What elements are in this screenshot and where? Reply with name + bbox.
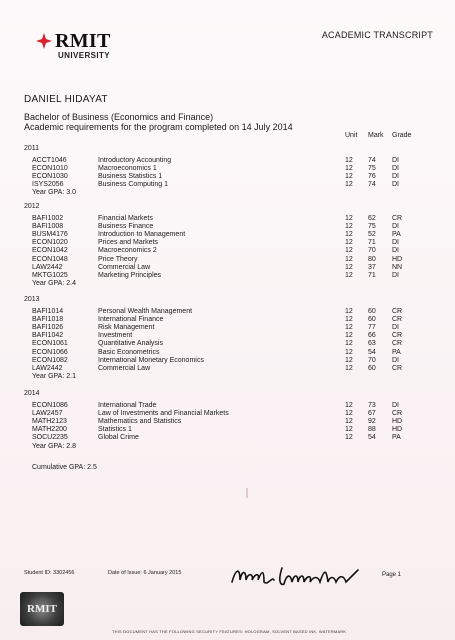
course-grade: PA xyxy=(392,231,401,239)
course-title: Personal Wealth Management xyxy=(98,308,193,315)
course-unit: 12 xyxy=(345,418,353,426)
course-grade: DI xyxy=(392,247,399,255)
course-unit: 12 xyxy=(345,255,353,263)
course-title: Quantitative Analysis xyxy=(98,340,163,348)
star-icon xyxy=(36,33,52,49)
course-grade: DI xyxy=(392,157,399,164)
logo-text: RMIT xyxy=(55,30,111,52)
course-code: BAFI1008 xyxy=(32,223,64,231)
hologram-seal xyxy=(20,592,64,626)
course-unit: 12 xyxy=(345,263,353,271)
course-mark: 60 xyxy=(368,308,376,315)
course-title: Macroeconomics 1 xyxy=(98,165,157,173)
course-grade: HD xyxy=(392,418,403,426)
course-title: Prices and Markets xyxy=(98,239,158,247)
course-unit: 12 xyxy=(345,181,353,189)
course-title: Mathematics and Statistics xyxy=(98,418,182,426)
program-name: Bachelor of Business (Economics and Finance) xyxy=(24,112,214,122)
course-grade: DI xyxy=(392,324,399,332)
year-heading: 2012 xyxy=(24,203,40,210)
course-unit: 12 xyxy=(345,364,353,372)
course-grade: HD xyxy=(392,255,403,263)
course-code: ISYS2056 xyxy=(32,181,64,189)
course-title: Marketing Principles xyxy=(98,271,162,279)
course-title: Price Theory xyxy=(98,255,138,263)
course-code: BAFI1026 xyxy=(32,324,64,332)
course-title: Business Computing 1 xyxy=(98,181,169,189)
course-code: LAW2442 xyxy=(32,263,63,271)
course-grade: DI xyxy=(392,173,399,181)
issue-date: Date of Issue: 6 January 2015 xyxy=(108,570,182,576)
course-grade: DI xyxy=(392,271,399,279)
course-row xyxy=(0,364,455,373)
course-title: Business Statistics 1 xyxy=(98,173,163,181)
course-mark: 75 xyxy=(368,223,376,231)
course-grade: CR xyxy=(392,308,403,315)
course-title: Law of Investments and Financial Markets xyxy=(98,410,229,418)
year-heading: 2013 xyxy=(24,296,40,303)
mark-column-header: Mark xyxy=(368,132,384,139)
course-grade: CR xyxy=(392,215,403,222)
course-unit: 12 xyxy=(345,165,353,173)
course-grade: DI xyxy=(392,181,399,189)
course-grade: CR xyxy=(392,316,403,324)
security-notice: THIS DOCUMENT HAS THE FOLLOWING SECURITY FEATURES: HOLOGRAM, SOLVENT BASED INK, WATERMARK xyxy=(112,629,347,634)
year-gpa: Year GPA: 2.8 xyxy=(32,442,76,450)
course-mark: 52 xyxy=(368,231,376,239)
course-unit: 12 xyxy=(345,215,353,222)
course-mark: 54 xyxy=(368,348,376,356)
course-mark: 54 xyxy=(368,434,376,442)
course-title: Introductory Accounting xyxy=(98,157,172,164)
course-row xyxy=(0,433,455,442)
course-grade: DI xyxy=(392,165,399,173)
course-code: BAFI1042 xyxy=(32,332,64,340)
document-title: ACADEMIC TRANSCRIPT xyxy=(321,30,433,40)
rmit-logo xyxy=(36,32,111,60)
registrar-signature xyxy=(228,562,368,592)
course-code: LAW2442 xyxy=(32,364,63,372)
course-mark: 63 xyxy=(368,340,376,348)
year-heading: 2014 xyxy=(24,390,40,397)
course-code: ECON1030 xyxy=(32,173,68,181)
course-unit: 12 xyxy=(345,173,353,181)
course-code: LAW2457 xyxy=(32,410,63,418)
course-unit: 12 xyxy=(345,316,353,324)
course-mark: 62 xyxy=(368,215,376,222)
course-title: Basic Econometrics xyxy=(98,348,160,356)
year-gpa: Year GPA: 3.0 xyxy=(32,189,76,197)
course-unit: 12 xyxy=(345,340,353,348)
year-gpa: Year GPA: 2.4 xyxy=(32,279,76,287)
course-unit: 12 xyxy=(345,231,353,239)
course-title: Investment xyxy=(98,332,133,340)
course-code: MKTG1025 xyxy=(32,271,68,279)
course-code: BAFI1018 xyxy=(32,316,64,324)
course-grade: NN xyxy=(392,263,403,271)
course-title: Introduction to Management xyxy=(98,231,186,239)
course-code: SOCU2235 xyxy=(32,434,68,442)
course-mark: 60 xyxy=(368,316,376,324)
course-grade: DI xyxy=(392,239,399,247)
course-code: ECON1086 xyxy=(32,402,68,409)
course-code: MATH2200 xyxy=(32,426,67,434)
course-unit: 12 xyxy=(345,308,353,315)
course-unit: 12 xyxy=(345,410,353,418)
course-grade: CR xyxy=(392,364,403,372)
course-title: Macroeconomics 2 xyxy=(98,247,157,255)
course-mark: 70 xyxy=(368,356,376,364)
course-code: ECON1082 xyxy=(32,356,68,364)
course-mark: 74 xyxy=(368,157,376,164)
grade-column-header: Grade xyxy=(392,132,412,139)
course-unit: 12 xyxy=(345,239,353,247)
unit-column-header: Unit xyxy=(345,132,358,139)
course-code: ECON1048 xyxy=(32,255,68,263)
course-title: International Finance xyxy=(98,316,164,324)
course-mark: 74 xyxy=(368,181,376,189)
course-title: Financial Markets xyxy=(98,215,153,222)
student-id: Student ID: 3302456 xyxy=(24,570,75,576)
course-unit: 12 xyxy=(345,332,353,340)
course-mark: 70 xyxy=(368,247,376,255)
course-unit: 12 xyxy=(345,271,353,279)
course-code: ECON1042 xyxy=(32,247,68,255)
course-unit: 12 xyxy=(345,402,353,409)
course-title: Statistics 1 xyxy=(98,426,132,434)
logo-subtext: UNIVERSITY xyxy=(58,51,111,60)
course-title: Risk Management xyxy=(98,324,155,332)
course-title: Business Finance xyxy=(98,223,154,231)
page-number: Page 1 xyxy=(382,572,402,578)
course-unit: 12 xyxy=(345,324,353,332)
course-title: Commercial Law xyxy=(98,263,151,271)
course-mark: 80 xyxy=(368,255,376,263)
course-unit: 12 xyxy=(345,356,353,364)
student-name: DANIEL HIDAYAT xyxy=(24,94,108,105)
course-grade: CR xyxy=(392,340,403,348)
course-code: BUSM4176 xyxy=(32,231,68,239)
course-title: International Trade xyxy=(98,402,157,409)
course-mark: 37 xyxy=(368,263,376,271)
course-title: International Monetary Economics xyxy=(98,356,204,364)
course-mark: 76 xyxy=(368,173,376,181)
course-grade: HD xyxy=(392,426,403,434)
course-grade: DI xyxy=(392,356,399,364)
course-code: ECON1066 xyxy=(32,348,68,356)
course-unit: 12 xyxy=(345,426,353,434)
course-grade: DI xyxy=(392,223,399,231)
course-code: ECON1010 xyxy=(32,165,68,173)
course-mark: 75 xyxy=(368,165,376,173)
course-grade: PA xyxy=(392,434,401,442)
course-code: ECON1061 xyxy=(32,340,68,348)
course-row xyxy=(0,271,455,280)
program-block xyxy=(24,112,293,132)
course-grade: CR xyxy=(392,332,403,340)
course-row xyxy=(0,180,455,189)
course-unit: 12 xyxy=(345,434,353,442)
course-code: ACCT1046 xyxy=(32,157,67,164)
course-mark: 73 xyxy=(368,402,376,409)
program-requirement: Academic requirements for the program completed on 14 July 2014 xyxy=(24,122,293,132)
course-code: MATH2123 xyxy=(32,418,67,426)
course-mark: 71 xyxy=(368,271,376,279)
course-unit: 12 xyxy=(345,223,353,231)
course-mark: 77 xyxy=(368,324,376,332)
course-grade: DI xyxy=(392,402,399,409)
course-code: BAFI1014 xyxy=(32,308,64,315)
course-unit: 12 xyxy=(345,247,353,255)
course-title: Global Crime xyxy=(98,434,139,442)
course-grade: CR xyxy=(392,410,403,418)
course-unit: 12 xyxy=(345,157,353,164)
year-heading: 2011 xyxy=(24,145,40,152)
course-mark: 67 xyxy=(368,410,376,418)
course-grade: PA xyxy=(392,348,401,356)
cumulative-gpa: Cumulative GPA: 2.5 xyxy=(32,464,97,471)
paper-mark xyxy=(246,488,248,498)
course-title: Commercial Law xyxy=(98,364,151,372)
course-unit: 12 xyxy=(345,348,353,356)
course-mark: 66 xyxy=(368,332,376,340)
course-code: BAFI1002 xyxy=(32,215,64,222)
course-mark: 60 xyxy=(368,364,376,372)
course-mark: 92 xyxy=(368,418,376,426)
course-mark: 88 xyxy=(368,426,376,434)
course-mark: 71 xyxy=(368,239,376,247)
seal-text: RMIT xyxy=(27,603,57,615)
course-code: ECON1020 xyxy=(32,239,68,247)
year-gpa: Year GPA: 2.1 xyxy=(32,372,76,380)
